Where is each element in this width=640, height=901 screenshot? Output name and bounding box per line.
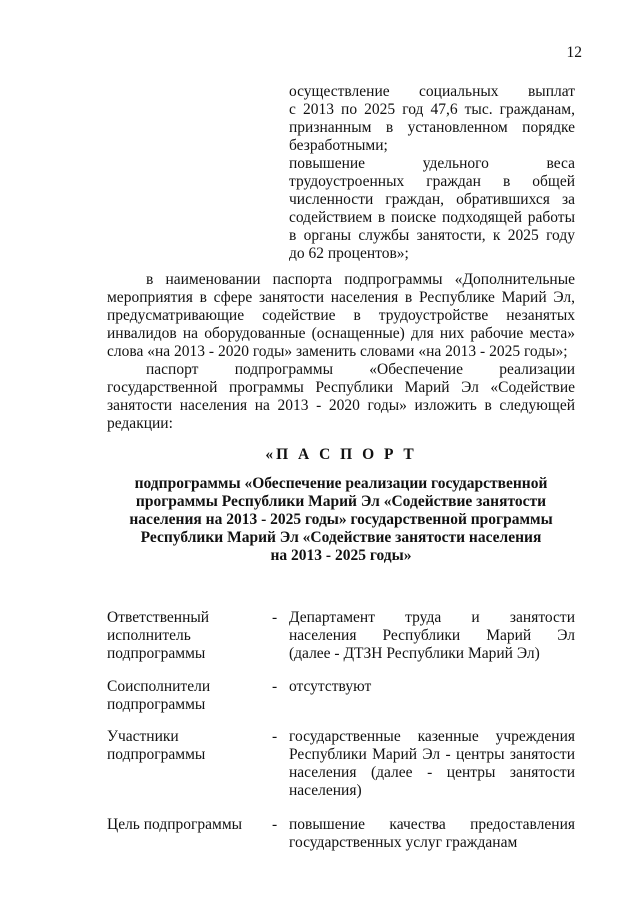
value-line: повышение качества предоставления (289, 816, 575, 833)
subtitle-line: подпрограммы «Обеспечение реализации государственной (134, 475, 548, 492)
subtitle-line: на 2013 - 2025 годы» (270, 547, 412, 564)
text-line: до 62 процентов»; (289, 245, 409, 262)
text-line: государственной программы Республики Марий Эл «Содействие (107, 379, 575, 396)
value-line: населения Республики Марий Эл (289, 627, 575, 644)
value-line: (далее - ДТЗН Республики Марий Эл) (289, 645, 540, 662)
row-value (289, 678, 575, 696)
label-line: подпрограммы (107, 746, 206, 763)
label-line: подпрограммы (107, 645, 206, 662)
value-line: государственных услуг гражданам (289, 834, 518, 851)
subtitle-line: программы Республики Марий Эл «Содействие занятости (135, 493, 547, 510)
text-line: слова «на 2013 - 2020 годы» заменить словами «на 2013 - 2025 годы»; (107, 343, 568, 360)
row-value (289, 728, 575, 800)
text-line: безработными; (289, 137, 388, 154)
text-line: в органы службы занятости, к 2025 году (289, 227, 575, 244)
value-line: Республики Марий Эл - центры занятости (289, 746, 575, 763)
passport-title: «П А С П О Р Т (265, 446, 417, 463)
passport-heading (107, 446, 575, 464)
row-dash: - (272, 678, 278, 695)
value-line: Департамент труда и занятости (289, 609, 575, 626)
label-line: Ответственный (107, 609, 210, 626)
value-line: населения (далее - центры занятости (289, 764, 575, 781)
text-line: в наименовании паспорта подпрограммы «Дополнительные (146, 271, 575, 288)
label-line: исполнитель (107, 627, 191, 644)
value-line: государственные казенные учреждения (289, 728, 575, 745)
row-value (289, 609, 575, 663)
text-line: редакции: (107, 415, 173, 432)
row-label (107, 678, 257, 714)
text-line: численности граждан, обратившихся за (289, 191, 575, 208)
passport-subtitle (107, 475, 575, 565)
text-line: предусматривающие содействие в трудоустройстве незанятых (107, 307, 575, 324)
label-line: подпрограммы (107, 696, 206, 713)
row-label (107, 728, 257, 764)
subtitle-line: Республики Марий Эл «Содействие занятости населения (140, 529, 542, 546)
text-line: повышение удельного веса (289, 155, 575, 172)
text-line: с 2013 по 2025 год 47,6 тыс. гражданам, (289, 101, 575, 118)
paragraph-new-edition (107, 361, 575, 433)
paragraph-rename-passport (107, 271, 575, 361)
text-line: трудоустроенных граждан в общей (289, 173, 575, 190)
row-label (107, 609, 257, 663)
text-line: содействием в поиске подходящей работы (289, 209, 575, 226)
label-line: Цель подпрограммы (107, 816, 243, 833)
text-line: инвалидов на оборудованные (оснащенные) для них рабочие места» (107, 325, 575, 342)
label-line: Соисполнители (107, 678, 211, 695)
value-line: населения) (289, 782, 362, 799)
text-line: паспорт подпрограммы «Обеспечение реализации (146, 361, 575, 378)
row-dash: - (272, 728, 278, 745)
text-line: признанным в установленном порядке (289, 119, 575, 136)
row-value (289, 816, 575, 852)
row-dash: - (272, 816, 278, 833)
text-line: занятости населения на 2013 - 2020 годы» изложить в следующей (107, 397, 575, 414)
text-line: мероприятия в сфере занятости населения в Республике Марий Эл, (107, 289, 575, 306)
row-dash: - (272, 609, 278, 626)
subtitle-line: населения на 2013 - 2025 годы» государственной программы (129, 511, 553, 528)
row-label (107, 816, 257, 834)
page-number: 12 (566, 44, 582, 61)
label-line: Участники (107, 728, 179, 745)
continued-list-block (289, 83, 575, 263)
value-line: отсутствуют (289, 678, 372, 695)
text-line: осуществление социальных выплат (289, 83, 575, 100)
